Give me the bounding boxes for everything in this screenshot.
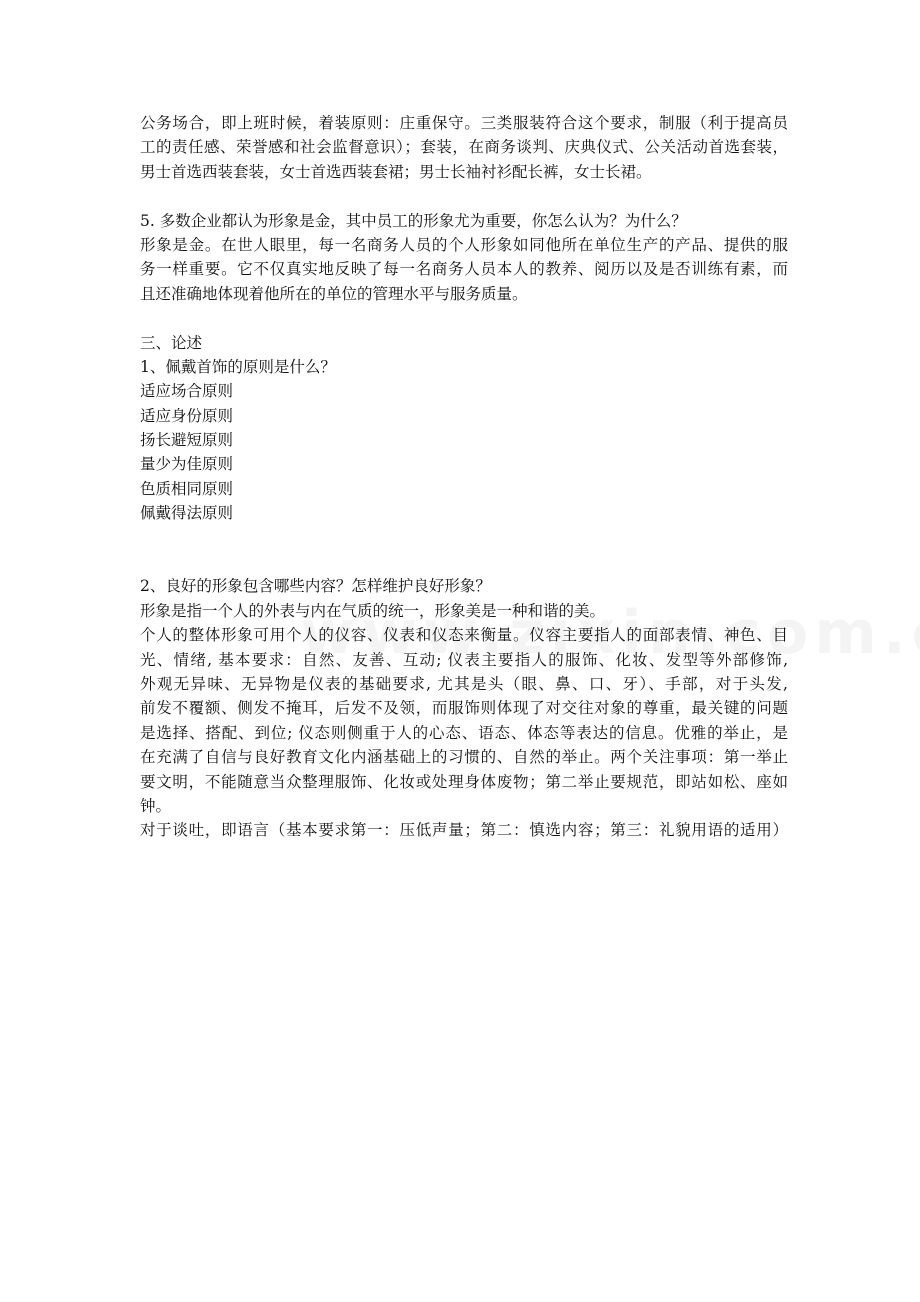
text-line: 光、情绪, 基本要求：自然、友善、互动; 仪表主要指人的服饰、化妆、发型等外部修饰, bbox=[140, 650, 788, 669]
essay-question-1 bbox=[140, 355, 788, 526]
blank-lines bbox=[140, 526, 788, 575]
list-item: 适应身份原则 bbox=[140, 406, 234, 425]
text-line: 对于谈吐，即语言（基本要求第一：压低声量；第二：慎选内容；第三：礼貌用语的适用） bbox=[140, 821, 788, 840]
text-line: 工的责任感、荣誉感和社会监督意识）；套装，在商务谈判、庆典仪式、公关活动首选套装， bbox=[140, 138, 788, 157]
text-line: 是选择、搭配、到位; 仪态则侧重于人的心态、语态、体态等表达的信息。优雅的举止，是 bbox=[140, 723, 788, 742]
text-line: 前发不覆额、侧发不掩耳，后发不及领，而服饰则体现了对交往对象的尊重，最关键的问题 bbox=[140, 699, 788, 718]
blank-line bbox=[140, 184, 788, 208]
document-page bbox=[140, 111, 788, 843]
essay-question-2 bbox=[140, 574, 788, 842]
text-line: 个人的整体形象可用个人的仪容、仪表和仪态来衡量。仪容主要指人的面部表情、神色、目 bbox=[140, 626, 788, 645]
text-line: 公务场合，即上班时候，着装原则：庄重保守。三类服装符合这个要求，制服（利于提高员 bbox=[140, 114, 788, 132]
question-2-title: 2、良好的形象包含哪些内容？怎样维护良好形象？ bbox=[140, 577, 491, 596]
text-line: 且还准确地体现着他所在的单位的管理水平与服务质量。 bbox=[140, 284, 528, 303]
text-line: 男士首选西装套装，女士首选西装套裙；男士长袖衬衫配长裤，女士长裙。 bbox=[140, 162, 652, 181]
text-line: 钟。 bbox=[140, 796, 172, 815]
question-1-title: 1、佩戴首饰的原则是什么？ bbox=[140, 357, 336, 376]
list-item: 佩戴得法原则 bbox=[140, 504, 234, 523]
text-line: 务一样重要。它不仅真实地反映了每一名商务人员本人的教养、阅历以及是否训练有素，而 bbox=[140, 260, 788, 279]
question-5-block bbox=[140, 209, 788, 307]
list-item: 量少为佳原则 bbox=[140, 455, 234, 474]
blank-line bbox=[140, 306, 788, 330]
list-item: 色质相同原则 bbox=[140, 479, 234, 498]
list-item: 适应场合原则 bbox=[140, 382, 234, 401]
section-heading: 三、论述 bbox=[140, 333, 203, 352]
dress-paragraph bbox=[140, 111, 788, 184]
text-line: 形象是指一个人的外表与内在气质的统一，形象美是一种和谐的美。 bbox=[140, 601, 606, 620]
question-5-title: 5. 多数企业都认为形象是金，其中员工的形象尤为重要，你怎么认为？为什么？ bbox=[140, 211, 687, 230]
text-line: 在充满了自信与良好教育文化内涵基础上的习惯的、自然的举止。两个关注事项：第一举止 bbox=[140, 748, 788, 767]
text-line: 外观无异味、无异物是仪表的基础要求, 尤其是头（眼、鼻、口、牙）、手部，对于头发, bbox=[140, 675, 788, 693]
text-line: 形象是金。在世人眼里，每一名商务人员的个人形象如同他所在单位生产的产品、提供的服 bbox=[140, 235, 788, 254]
essay-section bbox=[140, 331, 788, 843]
list-item: 扬长避短原则 bbox=[140, 431, 234, 450]
text-line: 要文明，不能随意当众整理服饰、化妆或处理身体废物；第二举止要规范，即站如松、座如 bbox=[140, 772, 788, 791]
